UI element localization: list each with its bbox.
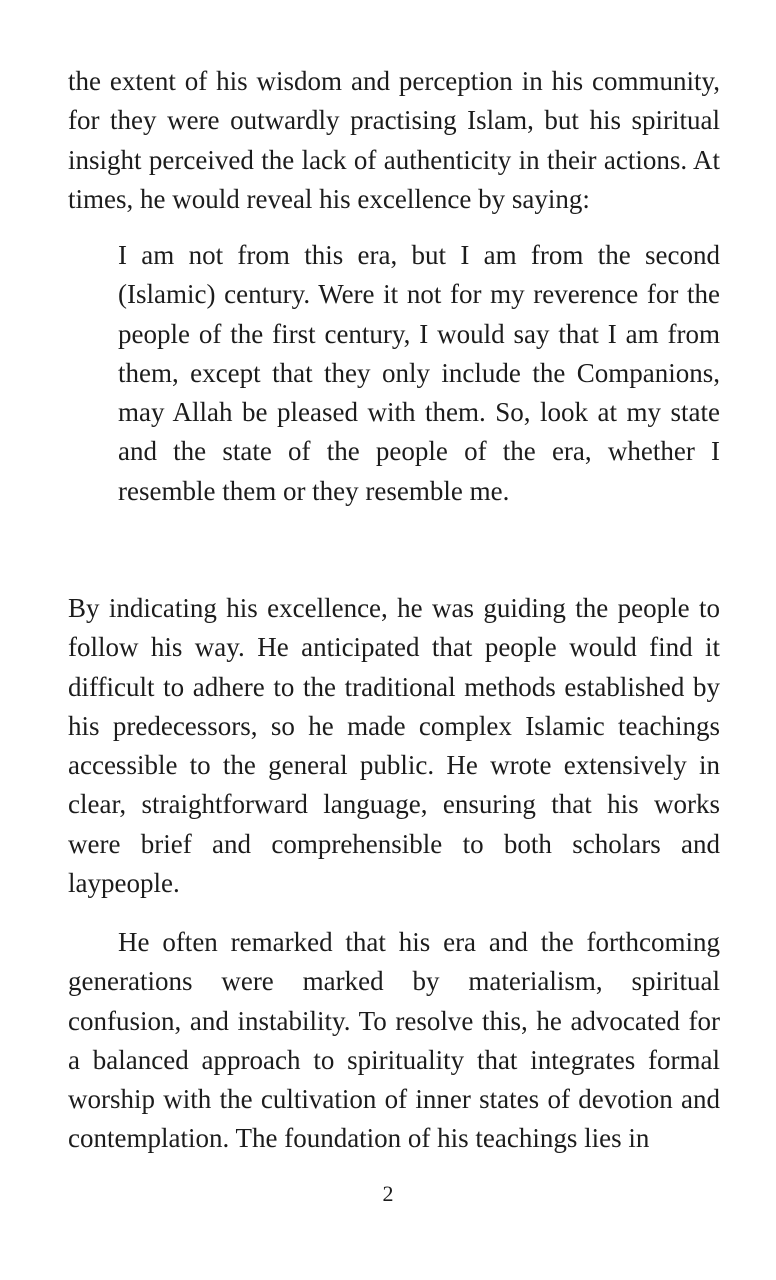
body-paragraph: By indicating his excellence, he was guiding the people to follow his way. He anticipated that people would find it difficult to adhere to the traditional methods established by his predecessors, so he made complex Islamic teachings accessible to the general public. He wrote extensively in clear, straightforward language, ensuring that his works were brief and comprehensible to both scholars and laypeople. <box>68 593 720 899</box>
body-paragraph-indented: He often remarked that his era and the forthcoming generations were marked by materialism, spiritual confusion, and instability. To resolve this, he advocated for a balanced approach to spirituality that integrates formal worship with the cultivation of inner states of devotion and contemplation. The foundation of his teachings lies in <box>68 927 720 1154</box>
page-number: 2 <box>382 1181 394 1206</box>
block-quote: I am not from this era, but I am from the second (Islamic) century. Were it not for my reverence for the people of the first century, I would say that I am from them, except that they only include the Companions, may Allah be pleased with them. So, look at my state and the state of the people of the era, whether I resemble them or they resemble me. <box>118 240 720 506</box>
body-paragraph-continued: the extent of his wisdom and perception in his community, for they were outwardly practising Islam, but his spiritual insight perceived the lack of authenticity in their actions. At times, he would reveal his excellence by saying: <box>68 66 720 214</box>
